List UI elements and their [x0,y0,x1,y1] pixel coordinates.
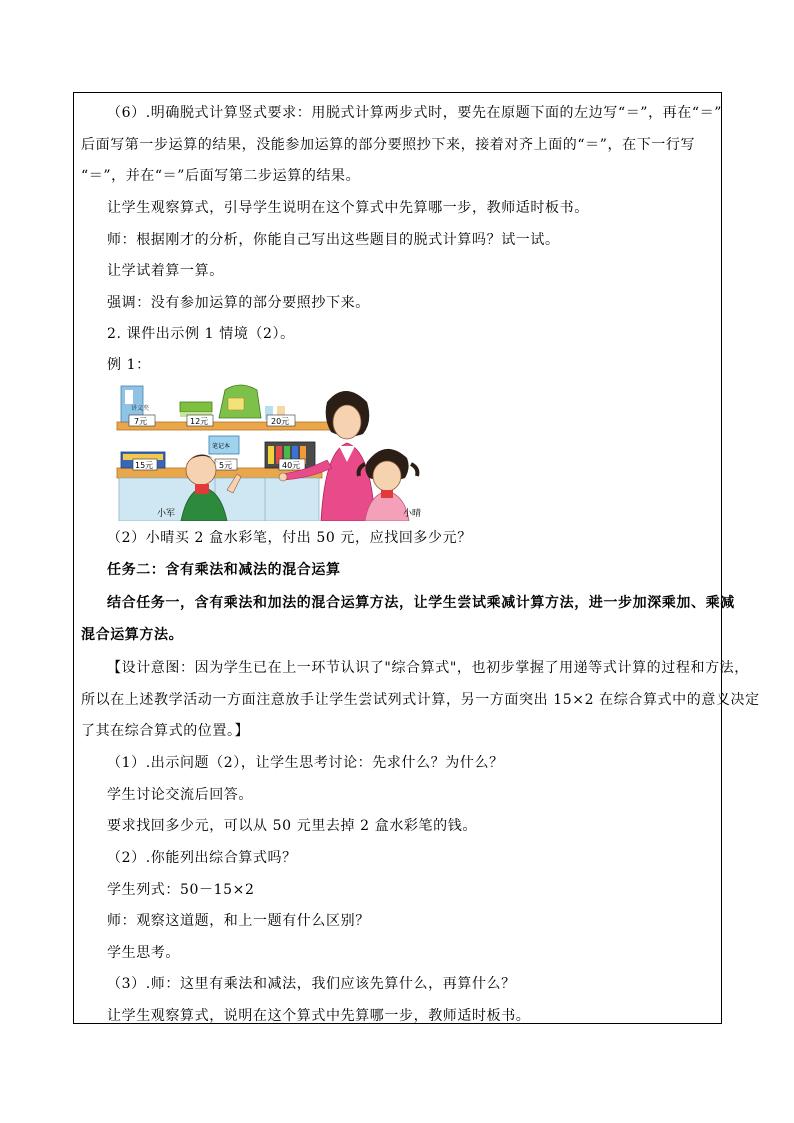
folder-label: 讲义夹 [131,405,150,412]
paragraph-line: 混合运算方法。 [81,627,184,643]
paragraph-line: 让学试着算一算。 [107,263,224,279]
paragraph-line: 师：根据刚才的分析，你能自己写出这些题目的脱式计算吗？试一试。 [107,232,560,248]
paragraph-line: “＝”，并在“＝”后面写第二步运算的结果。 [81,168,361,184]
paragraph-line: 让学生观察算式，引导学生说明在这个算式中先算哪一步，教师适时板书。 [107,200,589,216]
step-line: 学生讨论交流后回答。 [107,787,253,803]
paragraph-line: 强调：没有参加运算的部分要照抄下来。 [107,295,370,311]
design-intent-line: 【设计意图：因为学生已在上一环节认识了"综合算式"，也初步掌握了用递等式计算的过程和方法， [107,660,749,676]
notebook-label: 笔记本 [212,443,231,450]
price-tag-20: 20元 [271,417,290,426]
design-intent-line: 了其在综合算式的位置。】 [81,723,250,739]
task-heading: 任务二：含有乘法和减法的混合运算 [107,562,341,578]
step-line: 学生思考。 [107,945,180,961]
paragraph-line: 结合任务一，含有乘法和加法的混合运算方法，让学生尝试乘减计算方法，进一步加深乘加、乘减 [107,595,735,611]
price-tag-40: 40元 [282,461,301,470]
price-tag-7: 7元 [134,417,148,426]
question-2: （2）小晴买 2 盒水彩笔，付出 50 元，应找回多少元？ [107,530,472,546]
step-line: 学生列式：50－15×2 [107,882,255,898]
example-label: 例 1： [107,357,151,373]
paragraph-line: （6）.明确脱式计算竖式要求：用脱式计算两步式时，要先在原题下面的左边写“＝”，再在“＝” [107,105,722,121]
step-line: （2）.你能列出综合算式吗？ [107,850,297,866]
step-line: （1）.出示问题（2），让学生思考讨论：先求什么？为什么？ [107,755,504,771]
girl-name: 小晴 [403,509,422,519]
design-intent-line: 所以在上述教学活动一方面注意放手让学生尝试列式计算，另一方面突出 15×2 在综合算式中的意义决定 [81,692,760,708]
step-line: （3）.师：这里有乘法和减法，我们应该先算什么，再算什么？ [107,976,516,992]
boy-name: 小军 [157,509,176,519]
step-line: 师：观察这道题，和上一题有什么区别？ [107,913,370,929]
step-line: 要求找回多少元，可以从 50 元里去掉 2 盒水彩笔的钱。 [107,818,477,834]
step-line: 让学生观察算式，说明在这个算式中先算哪一步，教师适时板书。 [107,1008,531,1024]
paragraph-line: 2. 课件出示例 1 情境（2）。 [107,326,295,342]
price-tag-15: 15元 [135,461,154,470]
price-tag-5: 5元 [219,461,233,470]
paragraph-line: 后面写第一步运算的结果，没能参加运算的部分要照抄下来，接着对齐上面的“＝”，在下一行写 [81,137,696,153]
price-tag-12: 12元 [190,417,209,426]
shop-illustration [115,380,437,521]
